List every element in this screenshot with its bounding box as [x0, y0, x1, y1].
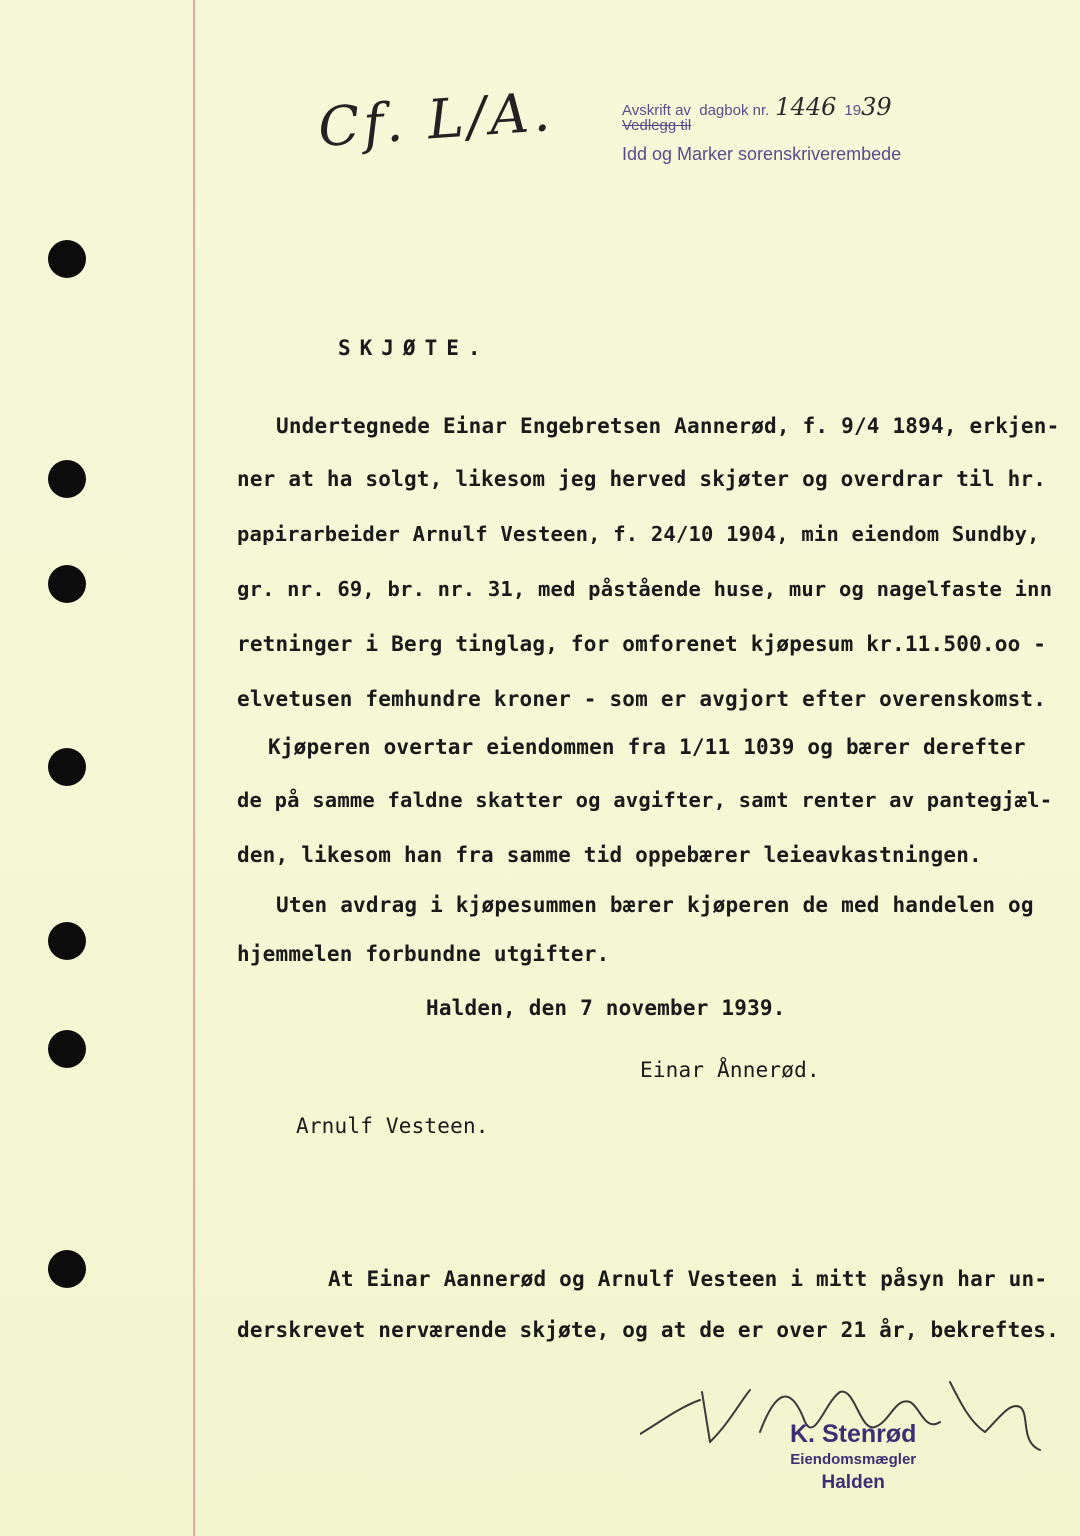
body-line: Undertegnede Einar Engebretsen Aannerød, f. 9/4 1894, erkjen- — [276, 414, 1060, 438]
stamp-dagbok-label: dagbok nr. — [699, 102, 770, 119]
witness-line: At Einar Aannerød og Arnulf Vesteen i mitt påsyn har un- — [328, 1267, 1048, 1291]
stamp-office: Idd og Marker sorenskriverembede — [622, 144, 902, 164]
body-line: de på samme faldne skatter og avgifter, samt renter av pantegjæl- — [237, 788, 1053, 812]
stamp-struck-label: Vedlegg til — [622, 117, 692, 134]
punch-hole — [48, 1030, 86, 1068]
body-line: Uten avdrag i kjøpesummen bærer kjøperen de med handelen og — [276, 893, 1034, 917]
body-line: den, likesom han fra samme tid oppebærer leieavkastningen. — [237, 843, 982, 867]
stamp-copy-label: Avskrift av — [622, 102, 691, 119]
body-line: gr. nr. 69, br. nr. 31, med påstående huse, mur og nagelfaste inn — [237, 577, 1053, 601]
seller-signature: Einar Ånnerød. — [640, 1058, 820, 1082]
body-line: ner at ha solgt, likesom jeg herved skjøter og overdrar til hr. — [237, 467, 1047, 491]
body-line: retninger i Berg tinglag, for omforenet kjøpesum kr.11.500.oo - — [237, 632, 1047, 656]
punch-hole — [48, 240, 86, 278]
registry-stamp — [622, 93, 902, 164]
body-line: hjemmelen forbundne utgifter. — [237, 942, 610, 966]
punch-hole — [48, 922, 86, 960]
punch-hole — [48, 565, 86, 603]
body-line: papirarbeider Arnulf Vesteen, f. 24/10 1904, min eiendom Sundby, — [237, 522, 1040, 546]
body-line: elvetusen femhundre kroner - som er avgjort efter overenskomst. — [237, 687, 1047, 711]
document-title: SKJØTE. — [338, 336, 490, 360]
witness-line: derskrevet nerværende skjøte, og at de er over 21 år, bekreftes. — [237, 1318, 1059, 1342]
body-line: Kjøperen overtar eiendommen fra 1/11 1039 og bærer derefter — [268, 735, 1026, 759]
stamp-city: Halden — [821, 1472, 885, 1493]
stamp-year-prefix: 19 — [844, 102, 862, 119]
stamp-role: Eiendomsmægler — [790, 1451, 917, 1468]
stamp-name: K. Stenrød — [790, 1420, 917, 1448]
punch-hole — [48, 1250, 86, 1288]
dagbok-number: 1446 — [775, 93, 837, 121]
margin-rule — [193, 0, 195, 1536]
punch-hole — [48, 460, 86, 498]
buyer-signature: Arnulf Vesteen. — [296, 1114, 489, 1138]
agent-stamp — [790, 1420, 916, 1494]
dagbok-year: 39 — [861, 93, 892, 121]
punch-hole — [48, 748, 86, 786]
handwritten-reference: Cf. L/A. — [316, 79, 556, 160]
place-date-line: Halden, den 7 november 1939. — [426, 996, 786, 1020]
